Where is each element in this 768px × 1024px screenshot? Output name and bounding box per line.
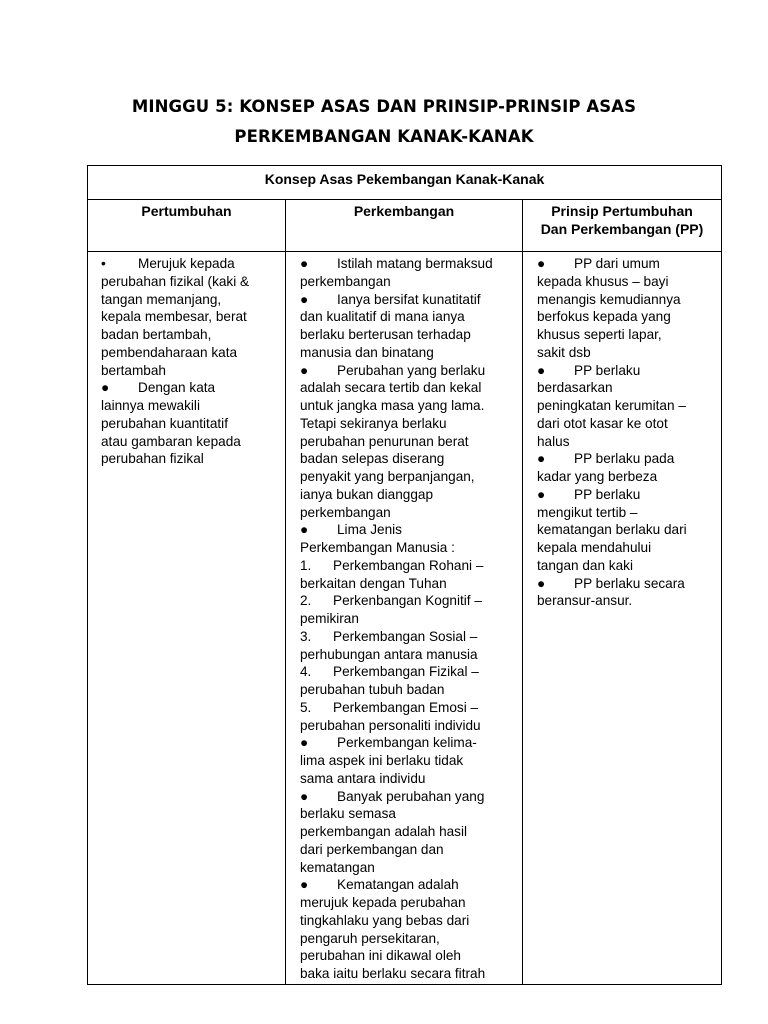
line-text: berkaitan dengan Tuhan	[300, 575, 447, 591]
column-header-line: Prinsip Pertumbuhan	[551, 203, 693, 219]
text-line	[300, 646, 516, 664]
text-line	[537, 539, 715, 557]
list-number: 4.	[300, 664, 312, 680]
text-line	[101, 450, 279, 468]
text-line	[300, 823, 516, 841]
text-line	[537, 557, 715, 575]
text-line	[300, 575, 516, 593]
line-text: PP berlaku	[574, 486, 641, 502]
text-line	[101, 326, 279, 344]
text-line	[101, 397, 279, 415]
line-text: badan selepas diserang	[300, 451, 445, 467]
line-text: sama antara individu	[300, 770, 426, 786]
title-line-2: PERKEMBANGAN KANAK-KANAK	[234, 127, 534, 146]
line-text: pembendaharaan kata	[101, 344, 238, 360]
bullet-icon: ●	[537, 362, 546, 378]
line-text: berfokus kepada yang	[537, 309, 671, 325]
text-line	[537, 397, 715, 415]
text-line	[300, 876, 516, 894]
text-line	[537, 255, 715, 273]
line-text: Kematangan adalah	[337, 877, 459, 893]
line-text: perhubungan antara manusia	[300, 646, 478, 662]
line-text: Dengan kata	[138, 380, 216, 396]
line-text: tangan dan kaki	[537, 557, 633, 573]
line-text: peningkatan kerumitan –	[537, 398, 686, 413]
text-line	[300, 947, 516, 965]
text-line	[537, 291, 715, 309]
column-header-line: Perkembangan	[353, 203, 455, 219]
text-lines	[537, 255, 715, 610]
line-text: manusia dan binatang	[300, 344, 434, 360]
concept-table	[87, 165, 722, 985]
text-line	[300, 539, 516, 557]
cell-perkembangan	[286, 252, 523, 985]
column-header-prinsip	[523, 200, 722, 252]
line-text: berdasarkan	[537, 380, 613, 396]
line-text: tangan memanjang,	[101, 291, 222, 307]
bullet-icon: ●	[300, 522, 309, 538]
text-line	[300, 752, 516, 770]
text-line	[537, 362, 715, 380]
line-text: perkembangan adalah hasil	[300, 824, 468, 839]
line-text: Perubahan yang berlaku	[337, 362, 486, 378]
text-line	[537, 326, 715, 344]
text-line	[300, 699, 516, 717]
line-text: berlaku berterusan terhadap	[300, 327, 471, 342]
line-text: dari perkembangan dan	[300, 841, 444, 857]
text-line	[300, 841, 516, 859]
line-text: kadar yang berbeza	[537, 469, 658, 484]
text-line	[300, 326, 516, 344]
column-header-line: Dan Perkembangan (PP)	[540, 221, 704, 237]
document-title	[0, 92, 768, 152]
line-text: berlaku semasa	[300, 806, 396, 822]
title-line-1: MINGGU 5: KONSEP ASAS DAN PRINSIP-PRINSIP ASAS	[131, 97, 637, 116]
line-text: adalah secara tertib dan kekal	[300, 380, 482, 396]
cell-prinsip	[523, 252, 722, 985]
bullet-icon: ●	[300, 362, 309, 378]
text-line	[300, 663, 516, 681]
line-text: untuk jangka masa yang lama.	[300, 398, 485, 413]
line-text: Perkenbangan Kognitif –	[333, 593, 482, 609]
text-line	[300, 717, 516, 735]
line-text: perubahan ini dikawal oleh	[300, 948, 461, 964]
line-text: baka iaitu berlaku secara fitrah	[300, 966, 486, 981]
list-number: 1.	[300, 557, 312, 573]
text-line	[300, 308, 516, 326]
line-text: PP berlaku	[574, 362, 641, 378]
line-text: Perkembangan Manusia :	[300, 540, 455, 555]
text-line	[300, 362, 516, 380]
text-line	[300, 255, 516, 273]
line-text: Perkembangan Rohani –	[333, 557, 484, 573]
text-line	[300, 415, 516, 433]
text-line	[300, 379, 516, 397]
column-header-perkembangan	[286, 200, 523, 252]
text-line	[101, 433, 279, 451]
text-line	[537, 273, 715, 291]
line-text: dan kualitatif di mana ianya	[300, 309, 465, 325]
line-text: pengaruh persekitaran,	[300, 930, 440, 946]
text-line	[101, 255, 279, 273]
list-number: 5.	[300, 699, 312, 715]
text-line	[300, 397, 516, 415]
text-line	[537, 592, 715, 610]
line-text: penyakit yang berpanjangan,	[300, 469, 475, 484]
cell-pertumbuhan	[88, 252, 286, 985]
text-line	[537, 486, 715, 504]
line-text: PP berlaku pada	[574, 451, 675, 467]
line-text: mengikut tertib –	[537, 504, 638, 520]
line-text: perubahan kuantitatif	[101, 415, 228, 431]
text-line	[300, 770, 516, 788]
line-text: menangis kemudiannya	[537, 291, 681, 307]
text-line	[537, 450, 715, 468]
text-line	[101, 379, 279, 397]
line-text: pemikiran	[300, 611, 359, 626]
line-text: perubahan tubuh badan	[300, 682, 445, 697]
text-line	[101, 308, 279, 326]
line-text: Perkembangan Sosial –	[333, 628, 478, 644]
line-text: Ianya bersifat kunatitatif	[337, 291, 481, 307]
line-text: Lima Jenis	[337, 522, 402, 538]
list-number: 3.	[300, 628, 312, 644]
text-line	[300, 433, 516, 451]
column-header-line: Pertumbuhan	[141, 203, 232, 219]
line-text: Perkembangan Emosi –	[333, 699, 479, 715]
line-text: halus	[537, 433, 570, 449]
column-header-pertumbuhan	[88, 200, 286, 252]
text-line	[300, 894, 516, 912]
text-line	[300, 592, 516, 610]
line-text: perubahan penurunan berat	[300, 433, 469, 449]
text-line	[300, 450, 516, 468]
line-text: lainnya mewakili	[101, 398, 200, 413]
text-line	[300, 504, 516, 522]
bullet-icon: ●	[300, 291, 309, 307]
text-line	[300, 291, 516, 309]
line-text: Merujuk kepada	[138, 256, 235, 271]
text-line	[537, 575, 715, 593]
text-line	[300, 681, 516, 699]
line-text: perubahan fizikal	[101, 451, 204, 467]
text-line	[537, 344, 715, 362]
text-line	[300, 788, 516, 806]
text-line	[300, 273, 516, 291]
line-text: kematangan	[300, 859, 375, 875]
bullet-icon: •	[101, 256, 106, 271]
text-line	[537, 308, 715, 326]
line-text: perkembangan	[300, 273, 391, 289]
text-line	[537, 415, 715, 433]
text-lines	[300, 255, 516, 983]
text-line	[537, 468, 715, 486]
line-text: Tetapi sekiranya berlaku	[300, 415, 447, 431]
text-line	[300, 610, 516, 628]
bullet-icon: ●	[300, 788, 309, 804]
text-line	[300, 912, 516, 930]
line-text: perkembangan	[300, 504, 391, 520]
line-text: tingkahlaku yang bebas dari	[300, 912, 470, 928]
line-text: atau gambaran kepada	[101, 433, 241, 449]
line-text: Perkembangan kelima-	[337, 735, 477, 751]
text-line	[537, 504, 715, 522]
table-header: Konsep Asas Pekembangan Kanak-Kanak	[88, 166, 722, 200]
line-text: beransur-ansur.	[537, 593, 633, 609]
text-line	[101, 415, 279, 433]
line-text: dari otot kasar ke otot	[537, 415, 668, 431]
line-text: kepala membesar, berat	[101, 309, 247, 325]
text-line	[300, 344, 516, 362]
text-line	[300, 468, 516, 486]
bullet-icon: ●	[300, 877, 309, 893]
text-line	[300, 805, 516, 823]
text-line	[101, 291, 279, 309]
text-line	[300, 628, 516, 646]
line-text: ianya bukan dianggap	[300, 486, 434, 502]
line-text: Perkembangan Fizikal –	[333, 664, 479, 680]
text-line	[300, 965, 516, 983]
line-text: Istilah matang bermaksud	[337, 256, 493, 271]
text-line	[300, 486, 516, 504]
text-line	[101, 273, 279, 291]
text-line	[101, 362, 279, 380]
line-text: perubahan personaliti individu	[300, 717, 481, 733]
bullet-icon: ●	[537, 256, 546, 271]
bullet-icon: ●	[537, 486, 546, 502]
bullet-icon: ●	[300, 735, 309, 751]
bullet-icon: ●	[537, 575, 546, 591]
line-text: merujuk kepada perubahan	[300, 895, 466, 910]
line-text: lima aspek ini berlaku tidak	[300, 753, 464, 768]
text-line	[300, 930, 516, 948]
line-text: PP berlaku secara	[574, 575, 685, 591]
line-text: bertambah	[101, 362, 166, 378]
line-text: PP dari umum	[574, 256, 660, 271]
line-text: kematangan berlaku dari	[537, 522, 687, 538]
line-text: kepala mendahului	[537, 540, 652, 555]
text-lines	[101, 255, 279, 468]
list-number: 2.	[300, 593, 312, 609]
line-text: Banyak perubahan yang	[337, 788, 485, 804]
text-line	[300, 557, 516, 575]
text-line	[101, 344, 279, 362]
line-text: perubahan fizikal (kaki &	[101, 273, 250, 289]
line-text: kepada khusus – bayi	[537, 273, 669, 289]
line-text: khusus seperti lapar,	[537, 327, 662, 342]
text-line	[537, 433, 715, 451]
text-line	[300, 859, 516, 877]
line-text: sakit dsb	[537, 344, 591, 360]
text-line	[300, 521, 516, 539]
line-text: badan bertambah,	[101, 327, 212, 342]
bullet-icon: ●	[101, 380, 110, 396]
bullet-icon: ●	[537, 451, 546, 467]
text-line	[537, 379, 715, 397]
text-line	[300, 734, 516, 752]
text-line	[537, 521, 715, 539]
bullet-icon: ●	[300, 256, 309, 271]
